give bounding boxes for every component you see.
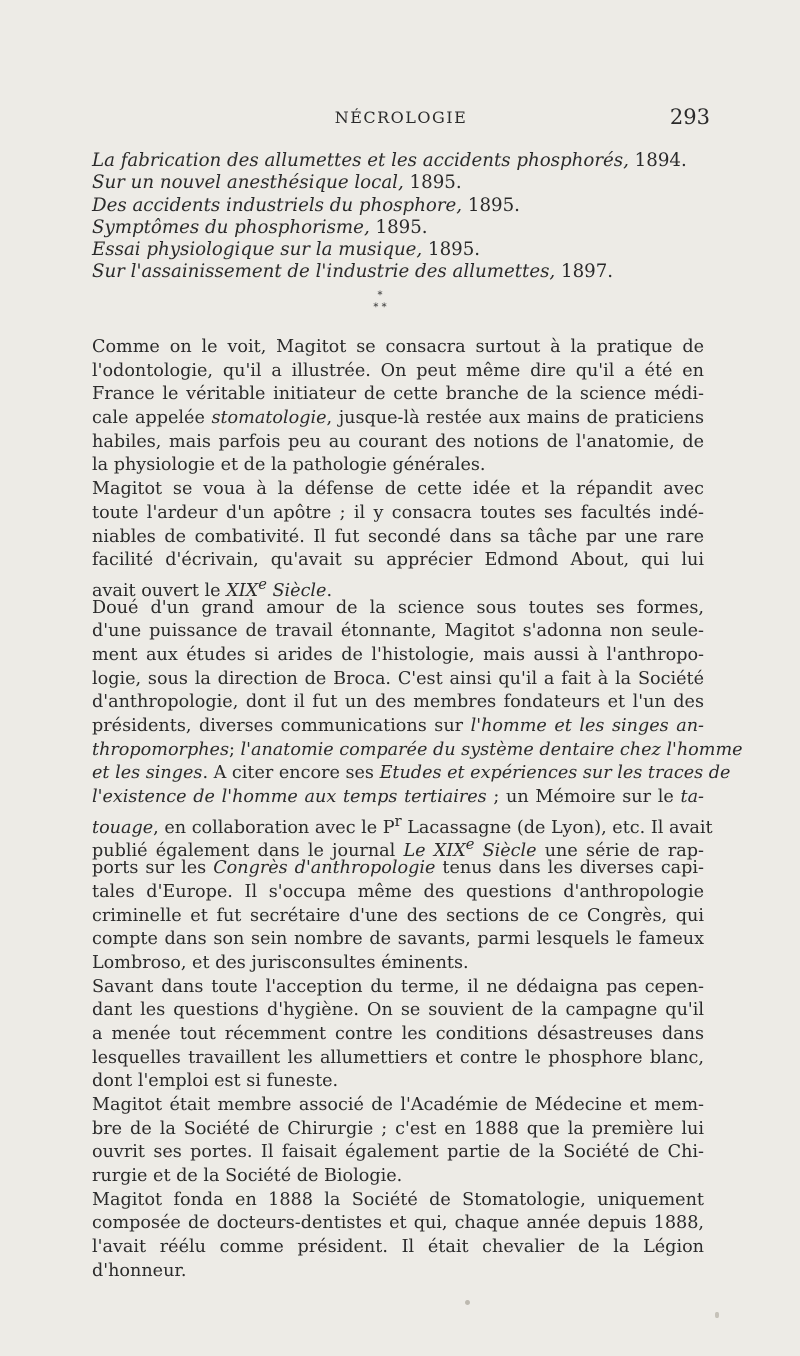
text-line: d'honneur. [92,1260,187,1281]
paragraph [92,1189,704,1284]
bibliography-entry [92,261,702,283]
entry-title: Sur un nouvel anesthésique local, [92,172,404,194]
paragraph [92,597,743,976]
text-line: dant les questions d'hygiène. On se souvient de la campagne qu'il [92,1000,704,1021]
entry-title: Sur l'assainissement de l'industrie des allumettes, [92,261,556,283]
entry-year: 1895. [369,216,428,238]
page-number: 293 [669,105,710,129]
text-line: Comme on le voit, Magitot se consacra surtout à la pratique de [92,337,704,357]
text-line: habiles, mais parfois peu au courant des notions de l'anatomie, de [92,431,704,452]
text-line: lesquelles travaillent les allumettiers et contre le phosphore blanc, [92,1047,704,1068]
text-line: tales d'Europe. Il s'occupa même des questions d'anthropologie [92,881,704,902]
text-line: avait ouvert le XIXe Siècle. [92,575,333,601]
text-line: cale appelée stomatologie, jusque-là restée aux mains de praticiens [92,408,704,429]
text-line: ports sur les Congrès d'anthropologie tenus dans les diverses capi- [92,858,704,879]
text-line: Doué d'un grand amour de la science sous toutes ses formes, [92,597,704,618]
text-line: d'une puissance de travail étonnante, Magitot s'adonna non seule- [92,621,704,642]
text-line: bre de la Société de Chirurgie ; c'est en 1888 que la première lui [92,1118,704,1139]
paragraph [92,478,704,601]
text-line: ment aux études si arides de l'histologie, mais aussi à l'anthropo- [92,644,704,665]
text-line: Savant dans toute l'acception du terme, il ne dédaigna pas cepen- [92,976,704,997]
entry-year: 1895. [403,172,462,194]
text-line: thropomorphes; l'anatomie comparée du système dentaire chez l'homme [92,739,743,760]
text-line: présidents, diverses communications sur l'homme et les singes an- [92,716,704,736]
text-line: niables de combativité. Il fut secondé dans sa tâche par une rare [92,526,704,547]
text-line: a menée tout récemment contre les conditions désastreuses dans [92,1023,704,1044]
entry-title: Symptômes du phosphorisme, [92,216,370,238]
page-header [92,105,710,134]
text-line: l'existence de l'homme aux temps tertiaires ; un Mémoire sur le ta- [92,787,705,808]
paragraph [92,1094,704,1189]
bibliography-list [92,150,702,284]
article-body [92,336,743,1284]
text-line: Magitot se voua à la défense de cette idée et la répandit avec [92,479,704,500]
text-line: publié également dans le journal Le XIXe Siècle une série de rap- [92,836,704,862]
entry-year: 1897. [555,261,614,283]
text-line: facilité d'écrivain, qu'avait su apprécier Edmond About, qui lui [92,550,704,571]
running-title: NÉCROLOGIE [334,108,468,127]
text-line: l'odontologie, qu'il a illustrée. On peut même dire qu'il a été en [92,360,704,381]
paper-speck [465,1300,470,1305]
entry-year: 1894. [628,150,687,171]
text-line: rurgie et de la Société de Biologie. [92,1166,403,1187]
text-line: France le véritable initiateur de cette branche de la science médi- [92,384,704,405]
entry-year: 1895. [462,194,520,216]
separator-top: * [377,290,383,301]
text-line: toute l'ardeur d'un apôtre ; il y consacra toutes ses facultés indé- [92,502,704,523]
text-line: d'anthropologie, dont il fut un des membres fondateurs et l'un des [92,692,704,713]
paragraph [92,976,704,1094]
entry-year: 1895. [422,239,481,261]
text-line: criminelle et fut secrétaire d'une des sections de ce Congrès, qui [92,905,704,926]
text-line: la physiologie et de la pathologie générales. [92,455,486,476]
text-line: et les singes. A citer encore ses Etudes et expériences sur les traces de [92,763,731,784]
text-line: ouvrit ses portes. Il faisait également partie de la Société de Chi- [92,1142,704,1163]
paper-speck [715,1312,719,1318]
text-line: dont l'emploi est si funeste. [92,1071,339,1092]
entry-title: La fabrication des allumettes et les accidents phosphorés, [92,150,629,171]
bibliography-entry [92,195,702,217]
text-line: Lombroso, et des jurisconsultes éminents. [92,952,469,973]
bibliography-entry [92,239,702,261]
entry-title: Des accidents industriels du phosphore, [92,194,463,216]
bibliography-entry [92,217,702,239]
text-line: Magitot était membre associé de l'Académie de Médecine et mem- [92,1095,704,1115]
text-line: touage, en collaboration avec le $P^r$ Lacassagne (de Lyon), etc. Il avait [92,812,713,838]
entry-title: Essai physiologique sur la musique, [92,239,423,261]
text-line: logie, sous la direction de Broca. C'est ainsi qu'il a fait à la Société [92,668,704,689]
text-line: compte dans son sein nombre de savants, parmi lesquels le fameux [92,929,704,950]
text-line: Magitot fonda en 1888 la Société de Stomatologie, uniquement [92,1189,704,1210]
separator-bottom: * * [373,302,387,313]
text-line: l'avait réélu comme président. Il était chevalier de la Légion [92,1237,704,1258]
paragraph [92,336,704,478]
section-separator [350,290,410,314]
bibliography-entry [92,172,702,194]
text-line: composée de docteurs-dentistes et qui, chaque année depuis 1888, [92,1213,704,1234]
bibliography-entry [92,150,702,172]
